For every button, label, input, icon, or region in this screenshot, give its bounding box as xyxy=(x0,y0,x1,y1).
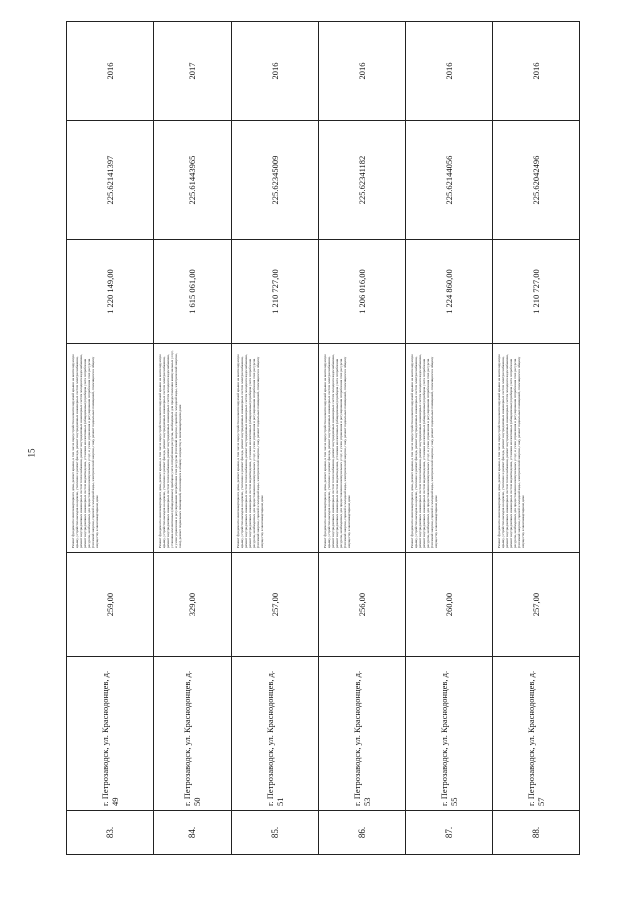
works-cell: Ремонт фундамента многоквартирного дома, ремонт крыши, в том числе переустройство невентилируемой крыши на вентилируемую крышу, устройство выходов на кровлю, утепление и ремонт фасада, ремонт внутридомовых инженерных систем электроснабжения, ремонт внутридомовых инженерных систем теплоснабжения, ремонт внутридомовых инженерных систем холодного водоснабжения, ремонт внутридомовых инженерных систем водоотведения, установка коллективных (общедомовых) приборов учета потребления ресурсов, необходимых для предоставления коммунальных услуг, и узлов управления и регулирования потребления этих ресурсов (тепловой энергии, горячей и холодной воды, электрической энергии, газа), ремонт подвальных помещений, относящихся к общему имуществу в многоквартирном доме xyxy=(405,344,492,553)
table-row xyxy=(231,22,318,855)
cost-cell: 1 220 149,00 xyxy=(67,240,154,344)
address-cell: г. Петрозаводск, ул. Краснодонцев, д. 50 xyxy=(154,657,231,811)
code-cell: 225.62345009 xyxy=(231,121,318,240)
works-cell: Ремонт фундамента многоквартирного дома, ремонт крыши, в том числе переустройство невентилируемой крыши на вентилируемую крышу, устройство выходов на кровлю, утепление и ремонт фасада, ремонт внутридомовых инженерных систем электроснабжения, ремонт внутридомовых инженерных систем теплоснабжения, ремонт внутридомовых инженерных систем холодного водоснабжения, ремонт внутридомовых инженерных систем водоотведения, установка коллективных (общедомовых) приборов учета потребления ресурсов, необходимых для предоставления коммунальных услуг, и узлов управления и регулирования потребления этих ресурсов (тепловой энергии, горячей и холодной воды, электрической энергии, газа), ремонт подвальных помещений, относящихся к общему имуществу в многоквартирном доме xyxy=(318,344,405,553)
code-cell: 225.61443965 xyxy=(154,121,231,240)
table-row xyxy=(67,22,154,855)
area-cell: 329,00 xyxy=(154,553,231,657)
row-number: 83. xyxy=(67,811,154,855)
cost-cell: 1 615 061,00 xyxy=(154,240,231,344)
code-cell: 225.62144056 xyxy=(405,121,492,240)
cost-cell: 1 224 860,00 xyxy=(405,240,492,344)
address-cell: г. Петрозаводск, ул. Краснодонцев, д. 57 xyxy=(492,657,579,811)
works-cell: Ремонт фундамента многоквартирного дома, ремонт крыши, в том числе переустройство невентилируемой крыши на вентилируемую крышу, устройство выходов на кровлю, утепление и ремонт фасада, ремонт внутридомовых инженерных систем электроснабжения, ремонт внутридомовых инженерных систем теплоснабжения, ремонт внутридомовых инженерных систем холодного водоснабжения, ремонт внутридомовых инженерных систем водоотведения, установка коллективных (общедомовых) приборов учета потребления ресурсов, необходимых для предоставления коммунальных услуг, и узлов управления и регулирования потребления этих ресурсов (тепловой энергии, горячей и холодной воды, электрической энергии, газа), ремонт подвальных помещений, относящихся к общему имуществу в многоквартирном доме xyxy=(67,344,154,553)
table-row xyxy=(492,22,579,855)
area-cell: 260,00 xyxy=(405,553,492,657)
year-cell: 2016 xyxy=(318,22,405,121)
code-cell: 225.62141397 xyxy=(67,121,154,240)
area-cell: 257,00 xyxy=(231,553,318,657)
table-row xyxy=(318,22,405,855)
row-number: 87. xyxy=(405,811,492,855)
row-number: 88. xyxy=(492,811,579,855)
row-number: 86. xyxy=(318,811,405,855)
address-cell: г. Петрозаводск, ул. Краснодонцев, д. 55 xyxy=(405,657,492,811)
year-cell: 2016 xyxy=(231,22,318,121)
repair-program-table xyxy=(66,21,580,855)
works-cell: Ремонт фундамента многоквартирного дома, ремонт крыши, в том числе переустройство невентилируемой крыши на вентилируемую крышу, устройство выходов на кровлю, утепление и ремонт фасада, ремонт внутридомовых инженерных систем электроснабжения, ремонт внутридомовых инженерных систем теплоснабжения, ремонт внутридомовых инженерных систем холодного водоснабжения, установка коллективных (общедомовых) приборов учета потребления ресурсов, необходимых для предоставления коммунальных услуг, и узлов управления и регулирования потребления этих ресурсов (тепловой энергии, горячей и холодной воды, электрической энергии, газа), ремонт подвальных помещений, относящихся к общему имуществу в многоквартирном доме xyxy=(154,344,231,553)
address-cell: г. Петрозаводск, ул. Краснодонцев, д. 51 xyxy=(231,657,318,811)
area-cell: 257,00 xyxy=(492,553,579,657)
area-cell: 256,00 xyxy=(318,553,405,657)
address-cell: г. Петрозаводск, ул. Краснодонцев, д. 53 xyxy=(318,657,405,811)
works-cell: Ремонт фундамента многоквартирного дома, ремонт крыши, в том числе переустройство невентилируемой крыши на вентилируемую крышу, устройство выходов на кровлю, утепление и ремонт фасада, ремонт внутридомовых инженерных систем электроснабжения, ремонт внутридомовых инженерных систем теплоснабжения, ремонт внутридомовых инженерных систем холодного водоснабжения, ремонт внутридомовых инженерных систем водоотведения, установка коллективных (общедомовых) приборов учета потребления ресурсов, необходимых для предоставления коммунальных услуг, и узлов управления и регулирования потребления этих ресурсов (тепловой энергии, горячей и холодной воды, электрической энергии, газа), ремонт подвальных помещений, относящихся к общему имуществу в многоквартирном доме xyxy=(231,344,318,553)
cost-cell: 1 206 016,00 xyxy=(318,240,405,344)
area-cell: 259,00 xyxy=(67,553,154,657)
year-cell: 2017 xyxy=(154,22,231,121)
year-cell: 2016 xyxy=(405,22,492,121)
row-number: 85. xyxy=(231,811,318,855)
code-cell: 225.62042496 xyxy=(492,121,579,240)
rotated-table-wrapper xyxy=(66,62,580,855)
row-number: 84. xyxy=(154,811,231,855)
works-cell: Ремонт фундамента многоквартирного дома, ремонт крыши, в том числе переустройство невентилируемой крыши на вентилируемую крышу, устройство выходов на кровлю, утепление и ремонт фасада, ремонт внутридомовых инженерных систем электроснабжения, ремонт внутридомовых инженерных систем теплоснабжения, ремонт внутридомовых инженерных систем холодного водоснабжения, ремонт внутридомовых инженерных систем водоотведения, установка коллективных (общедомовых) приборов учета потребления ресурсов, необходимых для предоставления коммунальных услуг, и узлов управления и регулирования потребления этих ресурсов (тепловой энергии, горячей и холодной воды, электрической энергии, газа), ремонт подвальных помещений, относящихся к общему имуществу в многоквартирном доме xyxy=(492,344,579,553)
cost-cell: 1 210 727,00 xyxy=(231,240,318,344)
table-row xyxy=(405,22,492,855)
year-cell: 2016 xyxy=(492,22,579,121)
year-cell: 2016 xyxy=(67,22,154,121)
page-number: 15 xyxy=(26,448,37,458)
cost-cell: 1 210 727,00 xyxy=(492,240,579,344)
address-cell: г. Петрозаводск, ул. Краснодонцев, д. 49 xyxy=(67,657,154,811)
code-cell: 225.62341182 xyxy=(318,121,405,240)
table-row xyxy=(154,22,231,855)
